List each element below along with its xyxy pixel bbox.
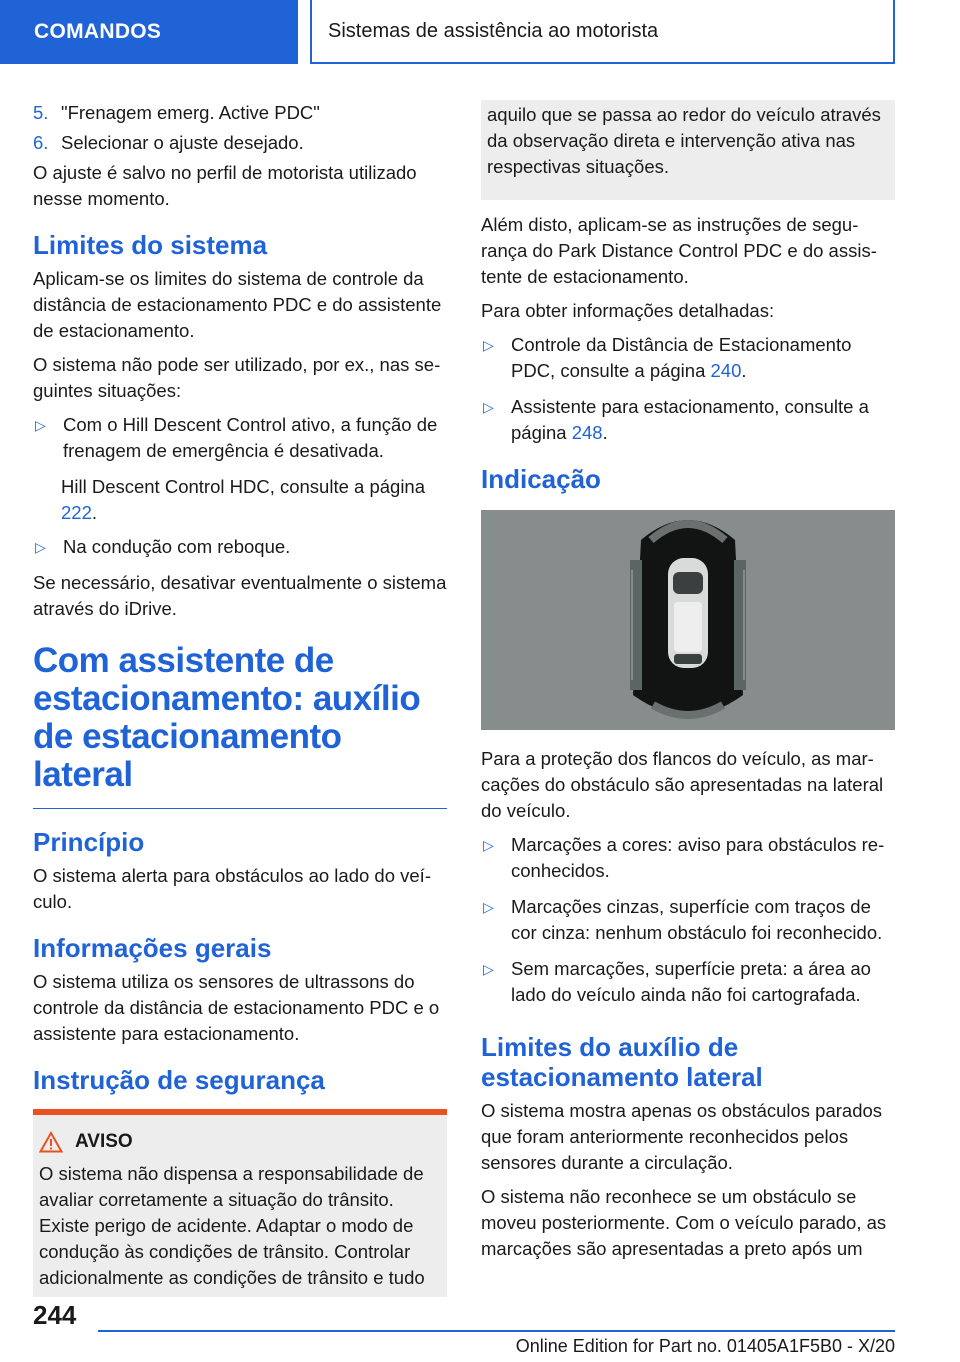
paragraph: Para a proteção dos flancos do veículo, as marcações do obstáculo são apresentadas na lateral do veículo. [481,748,884,821]
heading-general-info: Informações gerais [33,933,272,963]
warning-triangle-icon [39,1131,63,1153]
page-link[interactable]: 222 [61,502,92,523]
list-item: ▷ Marcações a cores: aviso para obstáculos reconhecidos. [481,832,895,884]
page-link[interactable]: 240 [710,360,742,381]
triangle-bullet-icon: ▷ [483,337,494,353]
warning-header [39,1129,439,1155]
step-5: 5. "Frenagem emerg. Active PDC" [33,102,320,123]
paragraph: O sistema alerta para obstáculos ao lado do veículo. [33,865,431,912]
warning-box-continued [481,100,895,200]
list-item: ▷ Assistente para estacionamento, consulte a página 248. [481,394,895,446]
warning-label: AVISO [75,1131,133,1152]
triangle-bullet-icon: ▷ [483,837,494,853]
list-item: ▷ Com o Hill Descent Control ativo, a função de frenagem de emergência é desativada. [33,412,447,464]
list-item: ▷ Na condução com reboque. [33,534,447,560]
paragraph: Se necessário, desativar eventualmente o sistema através do iDrive. [33,572,447,619]
warning-text: O sistema não dispensa a responsabilidade de avaliar corretamente a situação do trânsito. Existe perigo de acidente. Adaptar o modo de condução às condições de trânsito. Controlar adicionalmente as condições de trânsito e tudo [39,1163,425,1288]
right-column [481,100,895,1270]
car-top-view-icon [481,510,895,730]
footer-divider [98,1330,895,1332]
cross-reference: Hill Descent Control HDC, consulte a página 222. [61,476,426,523]
left-column [33,100,447,1297]
heading-safety: Instrução de segurança [33,1065,325,1095]
triangle-bullet-icon: ▷ [483,399,494,415]
list-item: ▷ Controle da Distância de Estacionamento PDC, consulte a página 240. [481,332,895,384]
parking-display-image [481,510,895,730]
triangle-bullet-icon: ▷ [483,961,494,977]
warning-text: aquilo que se passa ao redor do veículo através da observação direta e intervenção ativa nas respectivas situações. [487,104,881,177]
triangle-bullet-icon: ▷ [35,539,46,555]
heading-side-aid-limits: Limites do auxílio de estacionamento lateral [481,1032,763,1092]
paragraph: O sistema utiliza os sensores de ultrassons do controle da distância de estacionamento PDC e o assistente para estacionamento. [33,971,440,1044]
paragraph: Aplicam-se os limites do sistema de controle da distância de estacionamento PDC e do assistente de estacionamento. [33,268,442,341]
page-link[interactable]: 248 [571,422,603,443]
paragraph: O sistema não pode ser utilizado, por ex., nas seguintes situações: [33,354,441,401]
heading-principle: Princípio [33,827,145,857]
triangle-bullet-icon: ▷ [483,899,494,915]
list-item: ▷ Sem marcações, superfície preta: a área ao lado do veículo ainda não foi cartografada. [481,956,895,1008]
chapter-title: Sistemas de assistência ao motorista [310,0,895,64]
warning-box [33,1109,447,1297]
heading-system-limits: Limites do sistema [33,230,268,260]
paragraph: O sistema mostra apenas os obstáculos parados que foram anteriormente reconhecidos pelos sensores durante a circulação. [481,1100,883,1173]
heading-indication: Indicação [481,464,601,494]
paragraph: Para obter informações detalhadas: [481,300,775,321]
section-tab: COMANDOS [0,0,298,64]
step-6: 6. Selecionar o ajuste desejado. [33,132,304,153]
chapter-heading: Com assistente de estacionamento: auxílio de estacionamento lateral [33,642,447,809]
paragraph: Além disto, aplicam-se as instruções de segurança do Park Distance Control PDC e do assistente de estacionamento. [481,214,877,287]
list-item: ▷ Marcações cinzas, superfície com traços de cor cinza: nenhum obstáculo foi reconhecido. [481,894,895,946]
paragraph: O ajuste é salvo no perfil de motorista utilizado nesse momento. [33,162,417,209]
triangle-bullet-icon: ▷ [35,417,46,433]
paragraph: O sistema não reconhece se um obstáculo se moveu posteriormente. Com o veículo parado, as marcações são apresentadas a preto após um [481,1186,887,1259]
edition-note: Online Edition for Part no. 01405A1F5B0 - X/20 [515,1336,895,1356]
page-number: 244 [33,1300,77,1330]
